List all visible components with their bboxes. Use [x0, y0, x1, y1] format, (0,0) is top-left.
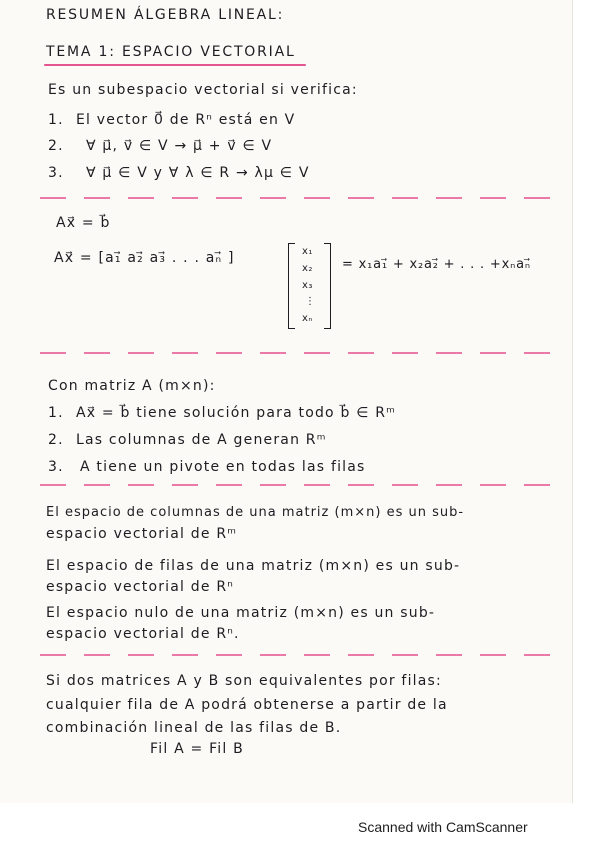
subspace-intro: Es un subespacio vectorial si verifica: — [48, 82, 358, 98]
section-heading: TEMA 1: ESPACIO VECTORIAL — [46, 44, 296, 60]
matrix-condition-1-text: Ax⃗ = b⃗ tiene solución para todo b⃗ ∈ Rᵐ — [76, 405, 397, 421]
column-entry-dots: ⋮ — [305, 296, 316, 307]
condition-2-text: ∀ μ⃗, v⃗ ∈ V → μ⃗ + v⃗ ∈ V — [86, 138, 273, 154]
condition-1-number: 1. — [48, 112, 64, 128]
equivalence-line-2: cualquier fila de A podrá obtenerse a partir de la — [46, 697, 448, 713]
column-entry-x3: x₃ — [302, 280, 313, 291]
heading-underline — [44, 64, 306, 66]
column-bracket-left — [288, 243, 295, 329]
divider-dashes — [40, 352, 560, 354]
divider-dashes — [40, 197, 560, 199]
condition-1-text: El vector 0⃗ de Rⁿ está en V — [76, 112, 296, 128]
condition-3-number: 3. — [48, 165, 64, 181]
divider-dashes — [40, 484, 560, 486]
column-space-line-2: espacio vectorial de Rᵐ — [46, 526, 238, 542]
matrix-condition-2-number: 2. — [48, 432, 64, 448]
condition-2-number: 2. — [48, 138, 64, 154]
document-title: RESUMEN ÁLGEBRA LINEAL: — [46, 7, 285, 23]
divider-dashes — [40, 654, 560, 656]
column-bracket-right — [324, 243, 331, 329]
row-space-line-1: El espacio de filas de una matriz (m×n) es un sub- — [46, 558, 461, 574]
row-space-line-2: espacio vectorial de Rⁿ — [46, 579, 235, 595]
column-space-line-1: El espacio de columnas de una matriz (m×n) es un sub- — [46, 505, 465, 520]
scanner-watermark: Scanned with CamScanner — [358, 819, 528, 835]
row-space-equality: Fil A = Fil B — [150, 741, 244, 757]
matrix-condition-3-number: 3. — [48, 459, 64, 475]
column-expansion-rhs: = x₁a₁⃗ + x₂a₂⃗ + . . . +xₙaₙ⃗ — [342, 257, 531, 272]
matrix-condition-2-text: Las columnas de A generan Rᵐ — [76, 432, 327, 448]
column-entry-xn: xₙ — [302, 313, 313, 324]
column-entry-x2: x₂ — [302, 263, 313, 274]
equivalence-line-1: Si dos matrices A y B son equivalentes por filas: — [46, 673, 442, 689]
equivalence-line-3: combinación lineal de las filas de B. — [46, 720, 342, 736]
null-space-line-1: El espacio nulo de una matriz (m×n) es un sub- — [46, 605, 436, 621]
condition-3-text: ∀ μ⃗ ∈ V y ∀ λ ∈ R → λμ ∈ V — [86, 165, 310, 181]
matrix-condition-3-text: A tiene un pivote en todas las filas — [80, 459, 366, 475]
matrix-condition-1-number: 1. — [48, 405, 64, 421]
column-expansion-lhs: Ax⃗ = [a₁⃗ a₂⃗ a₃⃗ . . . aₙ⃗ ] — [54, 250, 235, 266]
system-equation: Ax⃗ = b⃗ — [56, 215, 111, 231]
column-entry-x1: x₁ — [302, 246, 313, 257]
null-space-line-2: espacio vectorial de Rⁿ. — [46, 626, 240, 642]
matrix-intro: Con matriz A (m×n): — [48, 378, 216, 394]
